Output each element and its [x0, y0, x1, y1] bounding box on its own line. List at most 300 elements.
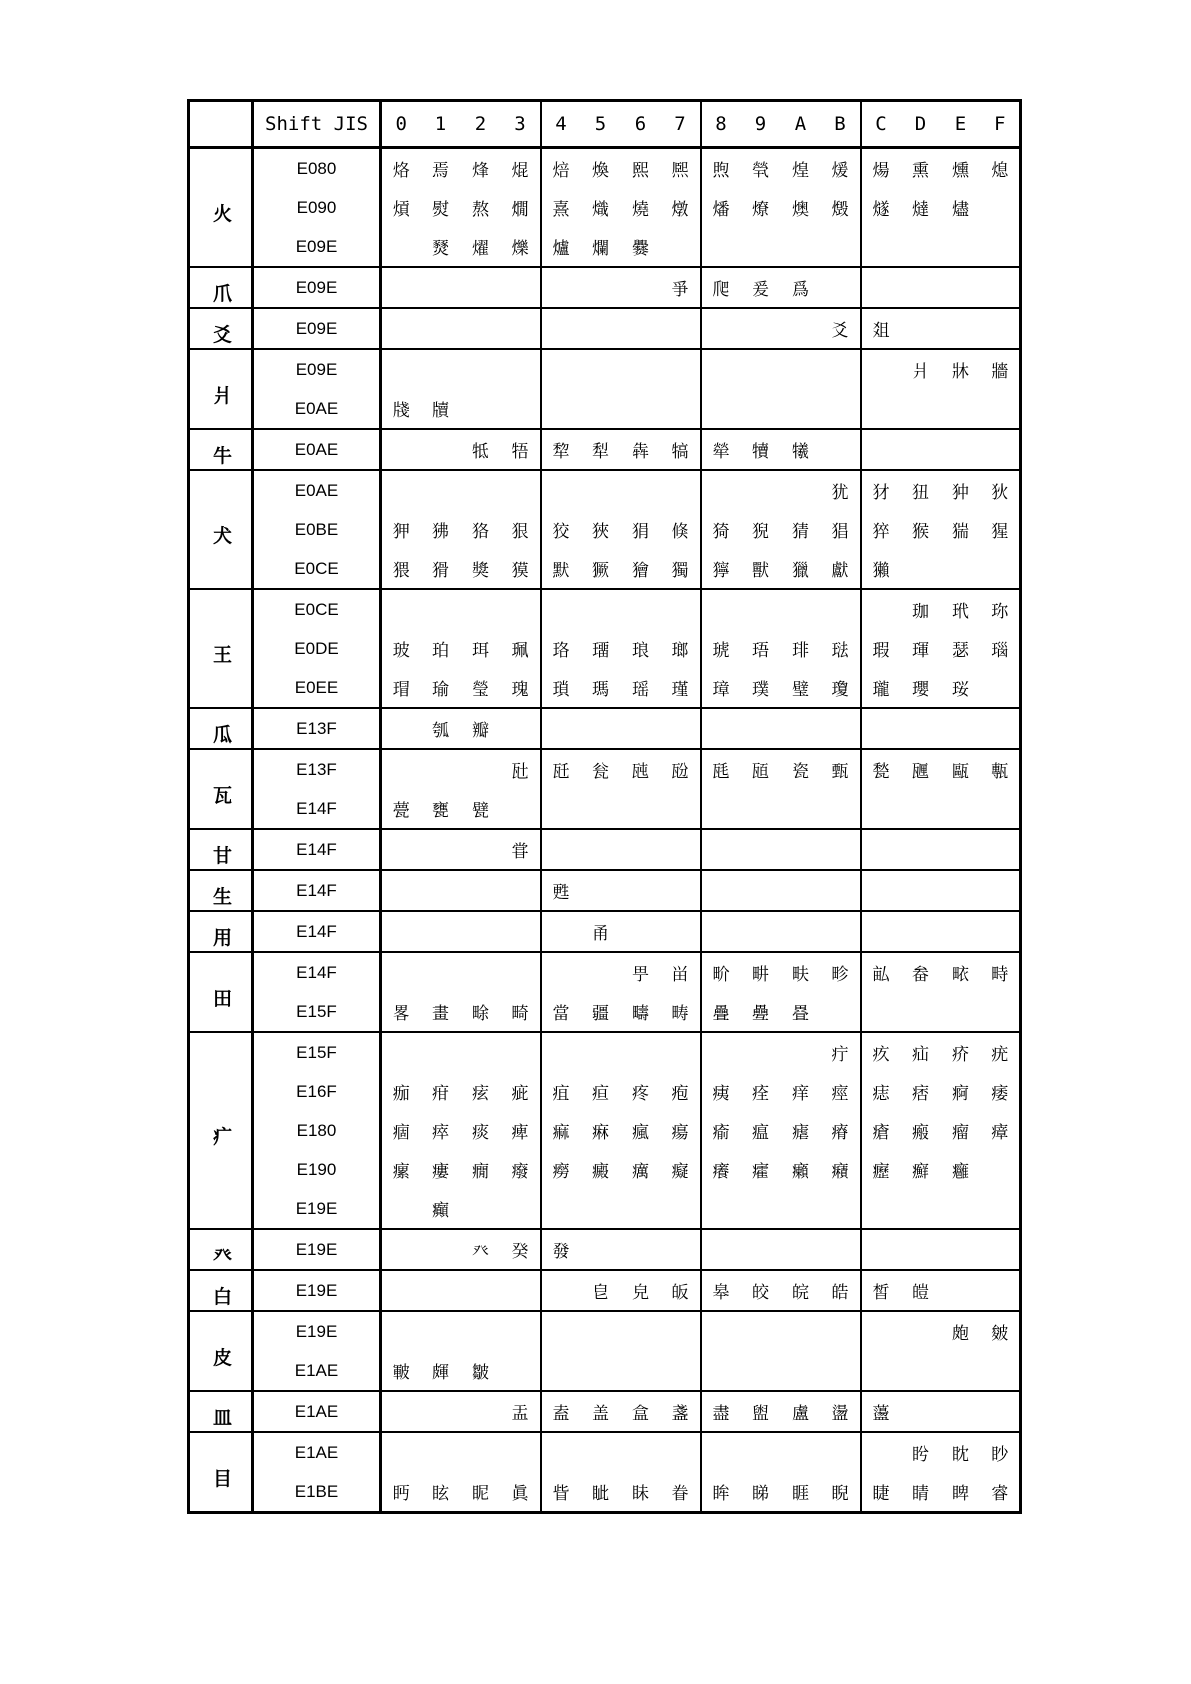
kanji-cell — [421, 308, 461, 349]
kanji-cell — [821, 267, 861, 308]
table-row — [189, 1351, 1021, 1391]
kanji-cell — [741, 1229, 781, 1270]
kanji-cell: 癲 — [421, 1189, 461, 1229]
kanji-cell: 盞 — [661, 1391, 701, 1432]
table-row — [189, 1150, 1021, 1189]
kanji-cell — [421, 1270, 461, 1311]
kanji-cell: 畩 — [952, 965, 969, 985]
kanji-cell: 皈 — [661, 1270, 701, 1311]
kanji-cell — [541, 267, 581, 308]
kanji-cell: 畫 — [421, 992, 461, 1032]
kanji-cell — [501, 349, 541, 389]
kanji-cell — [501, 267, 541, 308]
kanji-cell: 甦 — [541, 870, 581, 911]
kanji-cell — [581, 349, 621, 389]
kanji-cell: 痳 — [592, 1123, 609, 1143]
kanji-cell: 眷 — [661, 1472, 701, 1513]
kanji-cell: 珞 — [552, 641, 570, 661]
kanji-cell: 爼 — [861, 308, 901, 349]
kanji-cell: 痂 — [392, 1084, 410, 1104]
kanji-cell — [381, 1270, 421, 1311]
kanji-cell — [741, 1189, 781, 1229]
kanji-cell: 眄 — [381, 1472, 421, 1513]
kanji-cell — [741, 1311, 781, 1351]
kanji-cell: 犖 — [701, 429, 741, 470]
kanji-cell — [421, 1311, 461, 1351]
table-row — [189, 952, 1021, 992]
kanji-cell: 疆 — [581, 992, 621, 1032]
kanji-cell — [821, 708, 861, 749]
kanji-cell — [461, 349, 501, 389]
table-row — [189, 589, 1021, 629]
kanji-cell — [861, 267, 901, 308]
kanji-cell: 燎 — [752, 200, 769, 220]
kanji-cell: 煖 — [821, 148, 861, 189]
kanji-cell — [781, 870, 821, 911]
kanji-cell: 疊 — [701, 992, 741, 1032]
code-cell: E090 — [253, 188, 381, 227]
kanji-cell: 猴 — [912, 522, 929, 542]
kanji-cell — [621, 870, 661, 911]
kanji-cell: 疝 — [912, 1045, 929, 1065]
kanji-cell — [421, 911, 461, 952]
code-cell: E1AE — [253, 1351, 381, 1391]
kanji-cell — [741, 789, 781, 829]
kanji-cell — [901, 829, 941, 870]
kanji-cell: 猥 — [381, 549, 421, 589]
table-row — [189, 510, 1021, 549]
kanji-cell — [501, 470, 541, 510]
kanji-cell: 瓩 — [552, 762, 570, 782]
kanji-cell — [661, 227, 701, 267]
kanji-cell — [821, 227, 861, 267]
kanji-cell — [701, 1432, 741, 1472]
kanji-cell: 畉 — [792, 965, 809, 985]
kanji-cell — [981, 267, 1021, 308]
column-header-9: 9 — [741, 101, 781, 148]
kanji-cell: 牀 — [952, 362, 969, 382]
kanji-cell: 琺 — [821, 629, 861, 668]
code-cell: E0EE — [253, 668, 381, 708]
kanji-cell: 痊 — [752, 1084, 769, 1104]
kanji-cell — [781, 349, 821, 389]
kanji-cell: 爨 — [621, 227, 661, 267]
code-cell: E14F — [253, 870, 381, 911]
kanji-cell — [661, 789, 701, 829]
kanji-cell: 獺 — [861, 549, 901, 589]
kanji-cell: 痰 — [472, 1123, 489, 1143]
kanji-cell: 瑁 — [381, 668, 421, 708]
kanji-cell — [381, 267, 421, 308]
kanji-cell — [461, 952, 501, 992]
kanji-cell: 燒 — [632, 200, 649, 220]
kanji-cell — [941, 829, 981, 870]
kanji-cell: 疱 — [661, 1072, 701, 1111]
kanji-cell — [461, 829, 501, 870]
kanji-cell: 當 — [541, 992, 581, 1032]
kanji-cell — [581, 952, 621, 992]
kanji-cell — [621, 708, 661, 749]
code-cell: E1AE — [253, 1432, 381, 1472]
kanji-cell — [581, 308, 621, 349]
kanji-cell: 睛 — [901, 1472, 941, 1513]
column-header-1: 1 — [421, 101, 461, 148]
kanji-cell — [861, 1189, 901, 1229]
kanji-cell: 盒 — [621, 1391, 661, 1432]
table-row — [189, 549, 1021, 589]
kanji-cell — [501, 1189, 541, 1229]
kanji-cell — [541, 1270, 581, 1311]
kanji-cell: 瓲 — [632, 762, 649, 782]
kanji-cell: 痍 — [712, 1084, 730, 1104]
code-cell: E0AE — [253, 429, 381, 470]
kanji-cell — [981, 429, 1021, 470]
kanji-cell: 瘡 — [872, 1123, 890, 1143]
kanji-cell: 燬 — [821, 188, 861, 227]
kanji-cell: 犧 — [781, 429, 821, 470]
kanji-cell: 牾 — [501, 429, 541, 470]
kanji-cell — [781, 708, 821, 749]
kanji-cell: 瑾 — [661, 668, 701, 708]
table-row — [189, 349, 1021, 389]
kanji-cell — [981, 1391, 1021, 1432]
table-row — [189, 911, 1021, 952]
kanji-cell — [461, 308, 501, 349]
kanji-cell: 皹 — [421, 1351, 461, 1391]
kanji-cell — [901, 992, 941, 1032]
kanji-cell: 爐 — [541, 227, 581, 267]
kanji-cell: 瓷 — [792, 762, 809, 782]
kanji-cell — [781, 470, 821, 510]
kanji-cell — [901, 267, 941, 308]
kanji-cell — [581, 829, 621, 870]
kanji-cell: 發 — [541, 1229, 581, 1270]
kanji-cell: 痣 — [872, 1084, 890, 1104]
kanji-cell — [541, 911, 581, 952]
kanji-cell: 珥 — [472, 641, 489, 661]
header-row — [189, 101, 1021, 148]
kanji-cell — [461, 267, 501, 308]
kanji-cell: 爲 — [781, 267, 821, 308]
code-cell: E0BE — [253, 510, 381, 549]
kanji-cell — [461, 1189, 501, 1229]
radical-cell: 爻 — [189, 308, 253, 349]
kanji-cell: 焉 — [432, 161, 449, 181]
kanji-cell — [861, 992, 901, 1032]
table-row — [189, 1391, 1021, 1432]
kanji-cell — [581, 1032, 621, 1072]
kanji-cell: 眞 — [501, 1472, 541, 1513]
kanji-cell: 睿 — [981, 1472, 1021, 1513]
kanji-cell — [741, 589, 781, 629]
kanji-cell: 盪 — [821, 1391, 861, 1432]
table-row — [189, 227, 1021, 267]
table-row — [189, 470, 1021, 510]
kanji-cell — [821, 349, 861, 389]
kanji-cell: 犒 — [661, 429, 701, 470]
table-row — [189, 829, 1021, 870]
kanji-cell: 犁 — [581, 429, 621, 470]
kanji-cell — [661, 589, 701, 629]
kanji-cell: 瓸 — [752, 762, 769, 782]
kanji-cell — [901, 1391, 941, 1432]
kanji-cell — [781, 1351, 821, 1391]
kanji-cell: 盧 — [781, 1391, 821, 1432]
kanji-cell — [381, 1432, 421, 1472]
kanji-cell: 疸 — [592, 1084, 609, 1104]
kanji-cell: 犂 — [541, 429, 581, 470]
kanji-cell — [501, 1311, 541, 1351]
kanji-cell: 疼 — [632, 1084, 649, 1104]
kanji-cell: 瘋 — [632, 1123, 649, 1143]
kanji-cell: 珱 — [941, 668, 981, 708]
column-header-5: 5 — [581, 101, 621, 148]
kanji-cell — [421, 589, 461, 629]
kanji-cell: 燠 — [792, 200, 809, 220]
kanji-cell — [541, 389, 581, 429]
kanji-cell: 瓠 — [421, 708, 461, 749]
kanji-cell: 瑙 — [991, 641, 1009, 661]
kanji-code-table — [187, 99, 1022, 1514]
kanji-cell: 癶 — [461, 1229, 501, 1270]
kanji-cell — [861, 708, 901, 749]
kanji-cell: 璧 — [781, 668, 821, 708]
column-header-4: 4 — [541, 101, 581, 148]
kanji-cell — [901, 429, 941, 470]
kanji-cell: 爿 — [912, 362, 929, 382]
kanji-cell: 疉 — [741, 992, 781, 1032]
kanji-cell — [821, 829, 861, 870]
kanji-cell — [861, 349, 901, 389]
kanji-cell: 甄 — [821, 749, 861, 789]
kanji-cell — [501, 1351, 541, 1391]
kanji-cell: 瘢 — [912, 1123, 929, 1143]
code-cell: E14F — [253, 911, 381, 952]
kanji-cell — [741, 470, 781, 510]
kanji-cell: 瑰 — [501, 668, 541, 708]
kanji-cell: 璋 — [701, 668, 741, 708]
kanji-cell: 瑯 — [661, 629, 701, 668]
kanji-cell: 甎 — [991, 762, 1009, 782]
kanji-cell: 疥 — [952, 1045, 969, 1065]
kanji-cell — [421, 1432, 461, 1472]
kanji-cell: 瘁 — [432, 1123, 449, 1143]
kanji-cell: 爰 — [741, 267, 781, 308]
kanji-cell — [901, 227, 941, 267]
kanji-cell: 皓 — [821, 1270, 861, 1311]
kanji-cell — [381, 308, 421, 349]
kanji-cell: 牆 — [991, 362, 1009, 382]
table-row — [189, 1229, 1021, 1270]
kanji-cell: 疔 — [821, 1032, 861, 1072]
kanji-cell: 疣 — [991, 1045, 1009, 1065]
kanji-cell — [701, 1189, 741, 1229]
kanji-cell: 猗 — [712, 522, 730, 542]
kanji-cell — [941, 429, 981, 470]
kanji-cell: 癩 — [792, 1162, 809, 1182]
kanji-cell — [901, 389, 941, 429]
kanji-cell: 狄 — [991, 483, 1009, 503]
code-cell: E09E — [253, 227, 381, 267]
kanji-cell: 玻 — [392, 641, 410, 661]
kanji-cell: 煦 — [712, 161, 730, 181]
kanji-cell — [861, 829, 901, 870]
kanji-cell: 盻 — [912, 1445, 929, 1465]
code-cell: E0DE — [253, 629, 381, 668]
kanji-cell — [581, 870, 621, 911]
kanji-cell — [701, 589, 741, 629]
kanji-cell — [621, 267, 661, 308]
kanji-cell — [821, 429, 861, 470]
kanji-cell — [941, 549, 981, 589]
kanji-cell — [541, 789, 581, 829]
kanji-cell — [701, 1229, 741, 1270]
kanji-cell — [781, 389, 821, 429]
radical-cell: 犬 — [189, 470, 253, 589]
radical-cell: 瓦 — [189, 749, 253, 829]
kanji-cell: 畆 — [872, 965, 890, 985]
kanji-cell: 癬 — [912, 1162, 929, 1182]
radical-cell: 目 — [189, 1432, 253, 1513]
kanji-cell — [941, 870, 981, 911]
kanji-cell — [861, 1229, 901, 1270]
radical-cell: 用 — [189, 911, 253, 952]
kanji-cell: 爍 — [501, 227, 541, 267]
kanji-cell — [381, 749, 421, 789]
kanji-cell — [981, 789, 1021, 829]
radical-cell: 瓜 — [189, 708, 253, 749]
kanji-cell: 燵 — [912, 200, 929, 220]
kanji-cell: 燿 — [461, 227, 501, 267]
kanji-cell: 瓏 — [861, 668, 901, 708]
kanji-cell: 甼 — [632, 965, 649, 985]
kanji-cell — [781, 829, 821, 870]
kanji-cell — [661, 1189, 701, 1229]
kanji-cell — [981, 1229, 1021, 1270]
kanji-cell: 痃 — [472, 1084, 489, 1104]
kanji-cell — [741, 708, 781, 749]
kanji-cell — [861, 870, 901, 911]
kanji-cell: 瘤 — [952, 1123, 969, 1143]
kanji-cell: 眦 — [581, 1472, 621, 1513]
kanji-cell — [581, 1432, 621, 1472]
kanji-cell: 瘍 — [661, 1111, 701, 1150]
table-row — [189, 429, 1021, 470]
kanji-cell: 瑶 — [621, 668, 661, 708]
kanji-cell: 猝 — [872, 522, 890, 542]
kanji-cell: 痙 — [821, 1072, 861, 1111]
kanji-cell: 皀 — [581, 1270, 621, 1311]
kanji-cell: 燹 — [421, 227, 461, 267]
kanji-cell — [821, 389, 861, 429]
kanji-cell — [701, 349, 741, 389]
kanji-cell: 熨 — [432, 200, 449, 220]
kanji-cell: 煌 — [792, 161, 809, 181]
kanji-cell: 盍 — [541, 1391, 581, 1432]
kanji-cell: 爬 — [701, 267, 741, 308]
kanji-cell: 皺 — [461, 1351, 501, 1391]
kanji-cell — [461, 470, 501, 510]
kanji-cell: 狡 — [552, 522, 570, 542]
kanji-cell: 皸 — [381, 1351, 421, 1391]
kanji-cell — [981, 308, 1021, 349]
kanji-cell: 癨 — [752, 1162, 769, 1182]
kanji-cell: 猊 — [752, 522, 769, 542]
kanji-cell: 獰 — [701, 549, 741, 589]
kanji-cell — [781, 1032, 821, 1072]
kanji-cell — [461, 911, 501, 952]
code-cell: E13F — [253, 749, 381, 789]
kanji-cell — [901, 870, 941, 911]
kanji-cell — [861, 227, 901, 267]
radical-cell: 皮 — [189, 1311, 253, 1391]
kanji-cell: 狎 — [392, 522, 410, 542]
table-row — [189, 629, 1021, 668]
kanji-cell — [501, 589, 541, 629]
kanji-cell: 熹 — [552, 200, 570, 220]
kanji-cell: 獎 — [461, 549, 501, 589]
kanji-cell: 甓 — [461, 789, 501, 829]
code-cell: E19E — [253, 1189, 381, 1229]
kanji-cell — [421, 829, 461, 870]
kanji-cell — [461, 589, 501, 629]
kanji-cell: 皚 — [901, 1270, 941, 1311]
kanji-cell: 痺 — [501, 1111, 541, 1150]
code-cell: E180 — [253, 1111, 381, 1150]
kanji-cell — [501, 911, 541, 952]
kanji-cell — [941, 308, 981, 349]
kanji-cell — [981, 1351, 1021, 1391]
kanji-cell — [661, 708, 701, 749]
kanji-cell: 睥 — [941, 1472, 981, 1513]
kanji-cell: 癧 — [872, 1162, 890, 1182]
kanji-cell: 珈 — [912, 602, 929, 622]
kanji-cell — [821, 1311, 861, 1351]
kanji-cell: 眥 — [541, 1472, 581, 1513]
kanji-cell — [581, 589, 621, 629]
kanji-cell — [981, 708, 1021, 749]
kanji-cell — [621, 1032, 661, 1072]
kanji-cell — [541, 708, 581, 749]
kanji-cell — [941, 1351, 981, 1391]
kanji-cell — [701, 708, 741, 749]
kanji-cell — [621, 1351, 661, 1391]
kanji-cell: 焜 — [501, 148, 541, 189]
kanji-cell: 甞 — [501, 829, 541, 870]
kanji-cell: 猜 — [792, 522, 809, 542]
kanji-cell — [661, 308, 701, 349]
kanji-cell — [781, 1229, 821, 1270]
kanji-cell — [381, 227, 421, 267]
kanji-cell — [821, 1351, 861, 1391]
code-cell: E19E — [253, 1311, 381, 1351]
radical-cell: 白 — [189, 1270, 253, 1311]
table-row — [189, 1432, 1021, 1472]
kanji-cell: 畴 — [661, 992, 701, 1032]
kanji-cell — [861, 429, 901, 470]
kanji-cell — [581, 267, 621, 308]
kanji-cell — [381, 952, 421, 992]
table-row — [189, 1072, 1021, 1111]
column-header-b: B — [821, 101, 861, 148]
kanji-cell: 犲 — [872, 483, 890, 503]
code-cell: E1AE — [253, 1391, 381, 1432]
kanji-cell — [741, 1351, 781, 1391]
kanji-cell: 痼 — [392, 1123, 410, 1143]
kanji-cell — [461, 1032, 501, 1072]
kanji-cell — [501, 1032, 541, 1072]
kanji-cell: 瑣 — [541, 668, 581, 708]
